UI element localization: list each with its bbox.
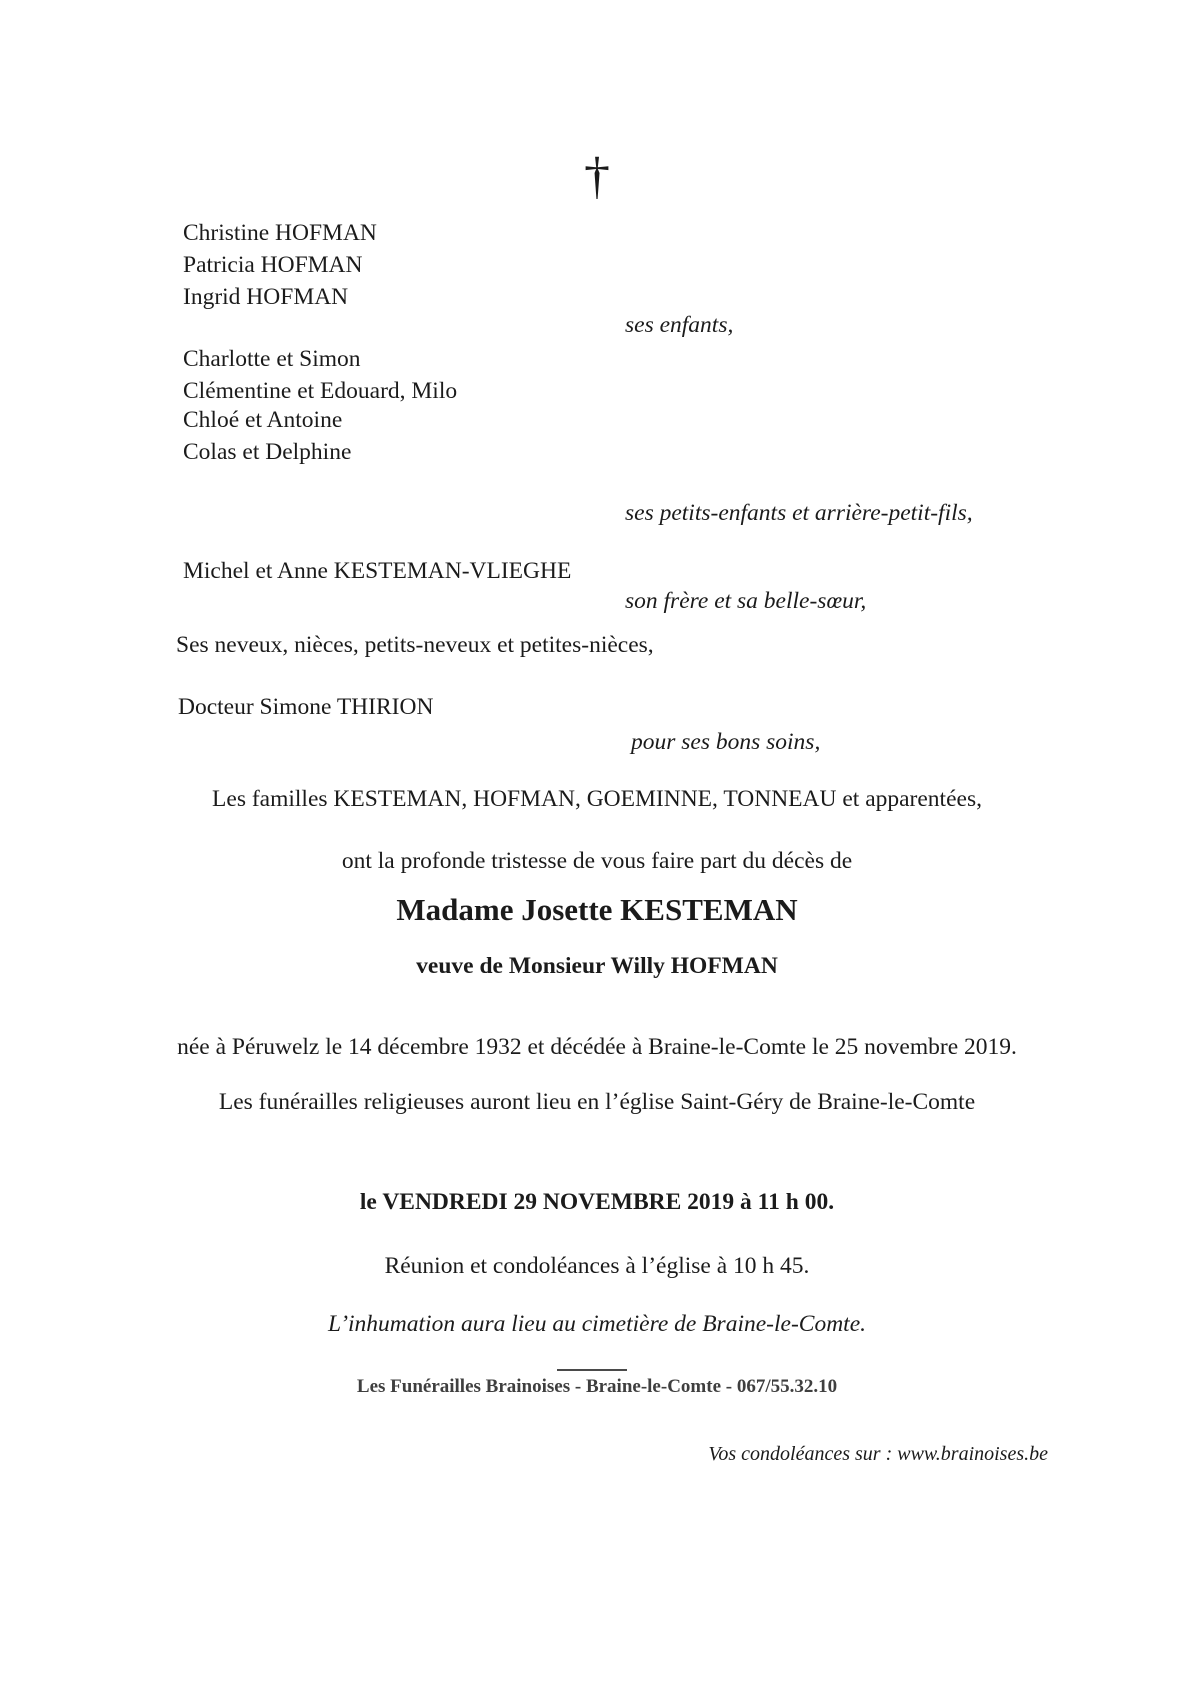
deceased-name-title: Madame Josette KESTEMAN [396,892,798,927]
footer-divider [557,1369,627,1371]
sibling-name: Michel et Anne KESTEMAN-VLIEGHE [183,558,572,584]
grandchild-name: Clémentine et Edouard, Milo [183,378,458,404]
grandchild-name: Colas et Delphine [183,439,352,465]
relatives-line: Ses neveux, nièces, petits-neveux et petites-nièces, [176,632,654,658]
condolences-line: Vos condoléances sur : www.brainoises.be [708,1443,1048,1465]
child-name: Christine HOFMAN [183,220,377,246]
grandchild-name: Chloé et Antoine [183,407,343,433]
child-name: Patricia HOFMAN [183,252,363,278]
relation-label-doctor: pour ses bons soins, [631,729,821,755]
grandchild-name: Charlotte et Simon [183,346,361,372]
gathering-line: Réunion et condoléances à l’église à 10 h 45. [384,1253,810,1279]
ceremony-line: Les funérailles religieuses auront lieu en l’église Saint-Géry de Braine-le-Comte [218,1089,976,1115]
relation-label-children: ses enfants, [625,312,734,338]
deceased-subtitle: veuve de Monsieur Willy HOFMAN [416,953,778,979]
child-name: Ingrid HOFMAN [183,284,349,310]
birth-death-line: née à Péruwelz le 14 décembre 1932 et décédée à Braine-le-Comte le 25 novembre 2019. [177,1034,1017,1060]
doctor-name: Docteur Simone THIRION [178,694,434,720]
burial-line: L’inhumation aura lieu au cimetière de Braine-le-Comte. [328,1311,866,1337]
relation-label-grandchildren: ses petits-enfants et arrière-petit-fils, [625,500,973,526]
funeral-home-line: Les Funérailles Brainoises - Braine-le-Comte - 067/55.32.10 [356,1376,838,1397]
cross-icon: † [584,148,610,205]
ceremony-date-line: le VENDREDI 29 NOVEMBRE 2019 à 11 h 00. [359,1189,835,1215]
announcement-line: ont la profonde tristesse de vous faire part du décès de [341,848,853,874]
families-line: Les familles KESTEMAN, HOFMAN, GOEMINNE, TONNEAU et apparentées, [212,786,982,812]
relation-label-sibling: son frère et sa belle-sœur, [625,588,867,614]
